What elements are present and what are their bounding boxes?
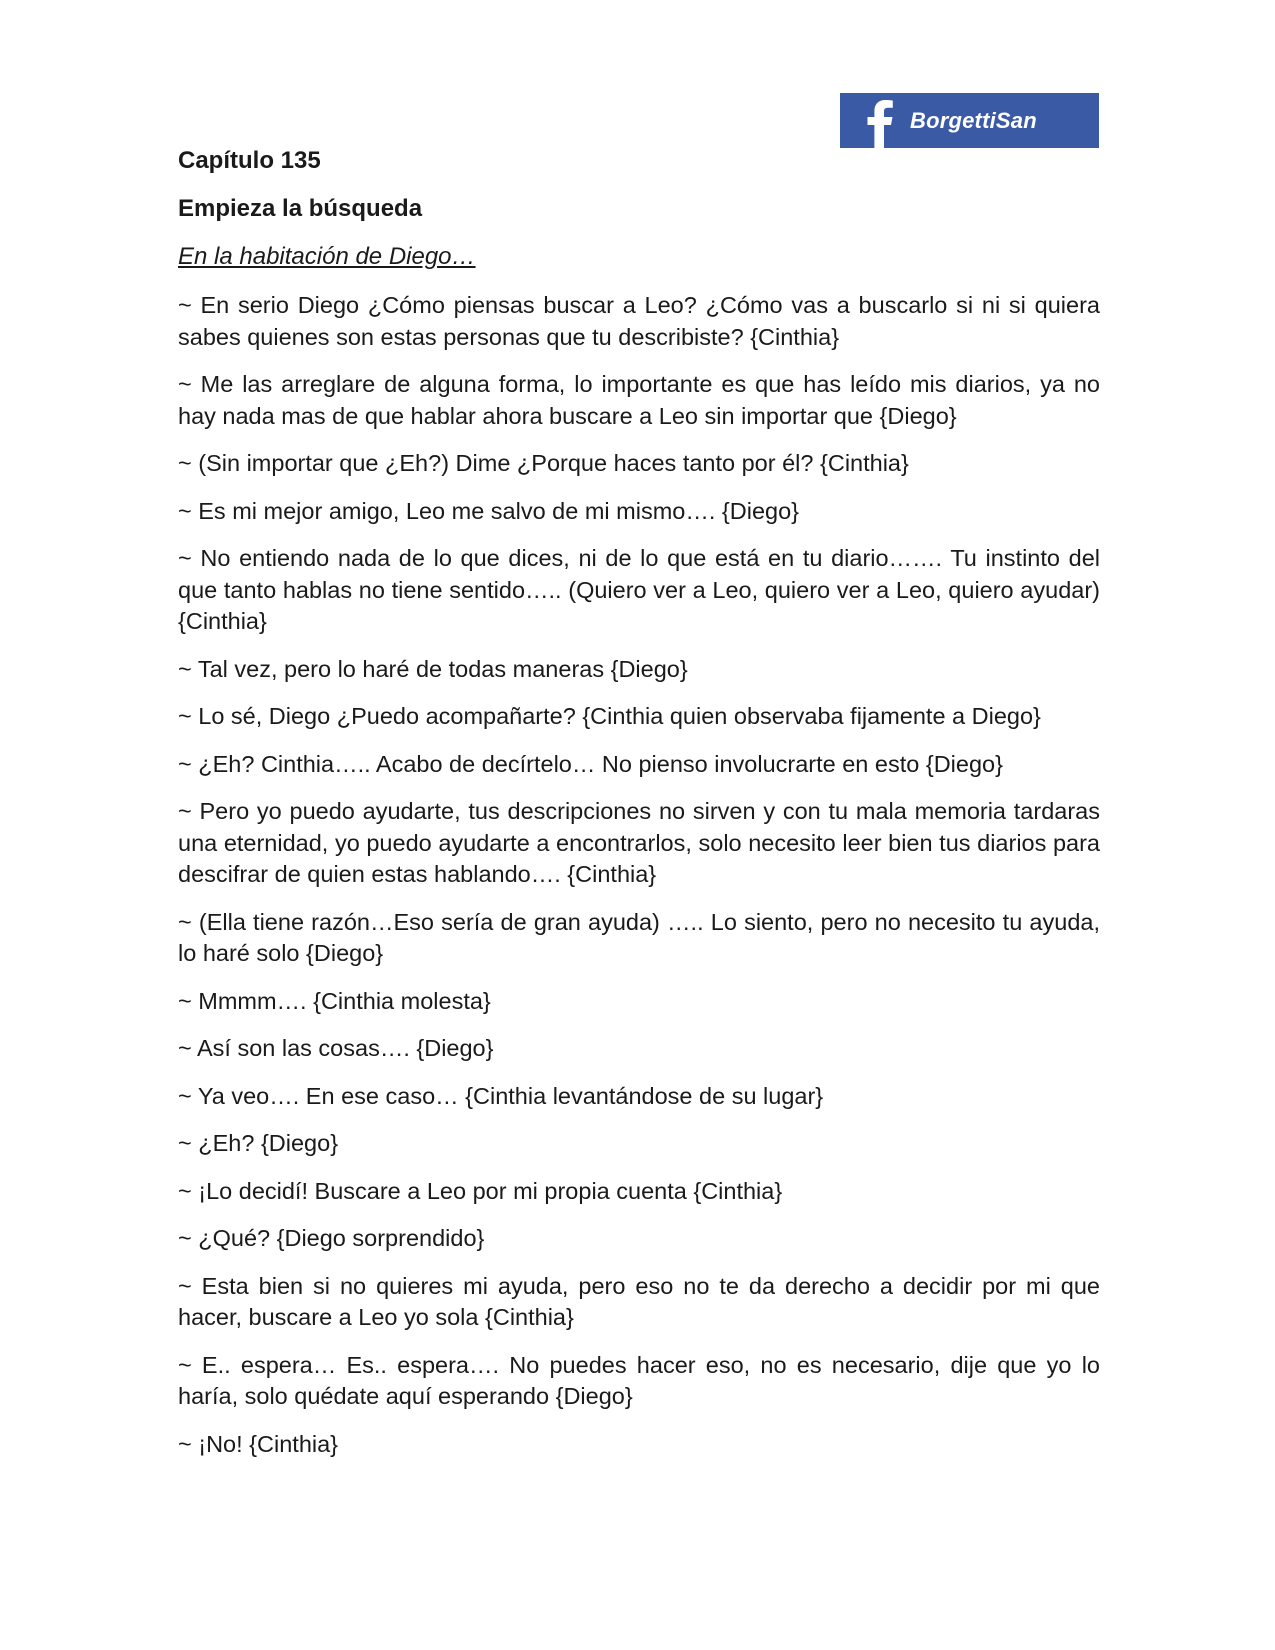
chapter-title: Empieza la búsqueda — [178, 195, 423, 222]
dialogue-paragraph: ~ Tal vez, pero lo haré de todas maneras {Diego} — [178, 655, 688, 682]
dialogue-paragraph: ~ ¡No! {Cinthia} — [178, 1430, 339, 1457]
dialogue-paragraph: ~ En serio Diego ¿Cómo piensas buscar a Leo? ¿Cómo vas a buscarlo si ni si quiera sabes quienes son estas personas que tu describiste? {Cinthia} — [178, 292, 1100, 350]
facebook-icon — [858, 93, 898, 148]
dialogue-paragraph: ~ Esta bien si no quieres mi ayuda, pero eso no te da derecho a decidir por mi que hacer, buscare a Leo yo sola {Cinthia} — [178, 1272, 1100, 1330]
dialogue-paragraph: ~ E.. espera… Es.. espera…. No puedes hacer eso, no es necesario, dije que yo lo haría, solo quédate aquí esperando {Diego} — [178, 1351, 1100, 1409]
dialogue-paragraph: ~ Ya veo…. En ese caso… {Cinthia levantándose de su lugar} — [178, 1082, 824, 1109]
scene-heading: En la habitación de Diego… — [178, 243, 476, 270]
facebook-page-name: BorgettiSan — [910, 107, 1037, 133]
dialogue-paragraph: ~ No entiendo nada de lo que dices, ni de lo que está en tu diario……. Tu instinto del que tanto hablas no tiene sentido….. (Quiero ver a Leo, quiero ver a Leo, quiero ayudar) {Cinthia} — [178, 545, 1100, 634]
dialogue-paragraph: ~ Así son las cosas…. {Diego} — [178, 1035, 494, 1061]
facebook-badge[interactable] — [840, 93, 1099, 148]
dialogue-paragraph: ~ Pero yo puedo ayudarte, tus descripciones no sirven y con tu mala memoria tardaras una eternidad, yo puedo ayudarte a encontrarlos, solo necesito leer bien tus diarios para descifrar de quien estas hablando…. {Cinthia} — [178, 798, 1100, 887]
chapter-number: Capítulo 135 — [178, 147, 321, 174]
dialogue-paragraph: ~ (Ella tiene razón…Eso sería de gran ayuda) ….. Lo siento, pero no necesito tu ayuda, lo haré solo {Diego} — [178, 908, 1100, 966]
dialogue-paragraph: ~ Me las arreglare de alguna forma, lo importante es que has leído mis diarios, ya no hay nada mas de que hablar ahora buscare a Leo sin importar que {Diego} — [178, 371, 1100, 429]
dialogue-paragraph: ~ Mmmm…. {Cinthia molesta} — [178, 987, 491, 1014]
dialogue-paragraph: ~ ¿Eh? {Diego} — [178, 1130, 339, 1156]
dialogue-paragraph: ~ (Sin importar que ¿Eh?) Dime ¿Porque haces tanto por él? {Cinthia} — [178, 450, 909, 476]
dialogue-paragraph: ~ Es mi mejor amigo, Leo me salvo de mi mismo…. {Diego} — [178, 497, 800, 524]
dialogue-paragraph: ~ ¿Qué? {Diego sorprendido} — [178, 1225, 485, 1251]
dialogue-paragraph: ~ ¿Eh? Cinthia….. Acabo de decírtelo… No pienso involucrarte en esto {Diego} — [178, 750, 1003, 777]
dialogue-paragraph: ~ ¡Lo decidí! Buscare a Leo por mi propia cuenta {Cinthia} — [178, 1177, 783, 1204]
dialogue-paragraph: ~ Lo sé, Diego ¿Puedo acompañarte? {Cinthia quien observaba fijamente a Diego} — [178, 703, 1041, 729]
document-body — [178, 146, 1100, 1476]
